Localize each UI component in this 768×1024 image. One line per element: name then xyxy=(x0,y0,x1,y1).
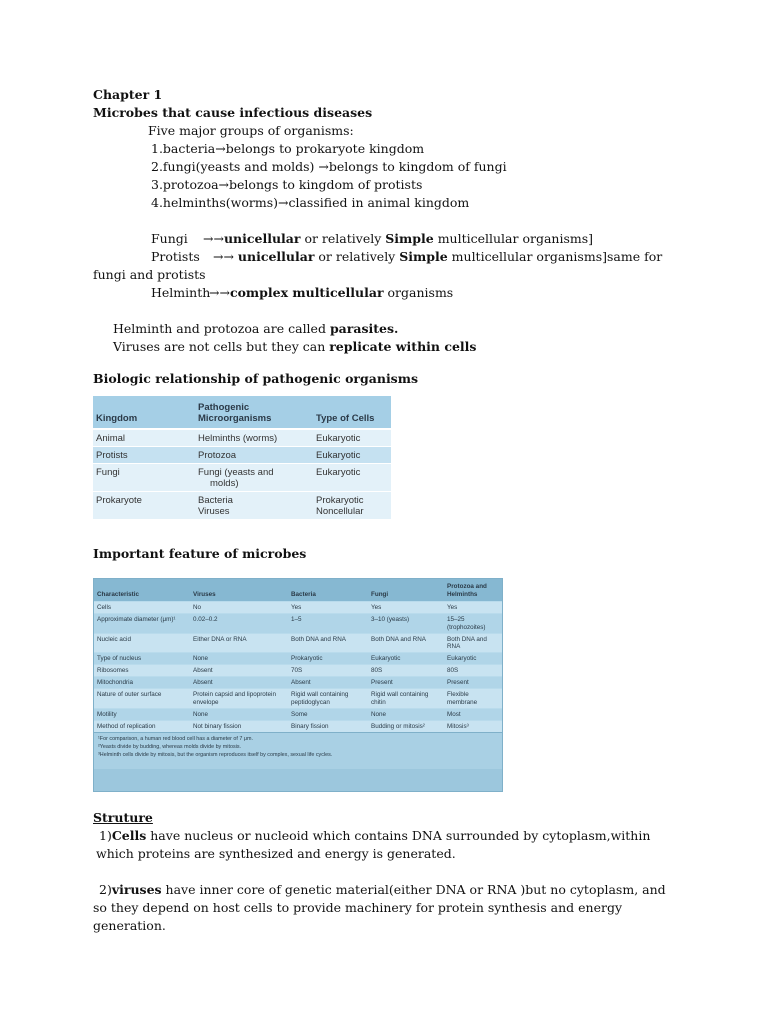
table-cell: Flexible membrane xyxy=(444,689,502,709)
viruses-line xyxy=(93,338,683,356)
table-cell: Both DNA and RNA xyxy=(444,633,502,653)
table-header: Protozoa and Helminths xyxy=(444,579,502,602)
cell-text: Prokaryotic xyxy=(316,495,364,506)
heading-features: Important feature of microbes xyxy=(93,546,307,561)
parasites-text: Helminth and protozoa are called xyxy=(113,321,330,336)
table-cell: Yes xyxy=(288,602,368,614)
protists-t1: or relatively xyxy=(314,249,400,264)
table-row xyxy=(94,677,502,689)
table-cell: Protein capsid and lipoprotein envelope xyxy=(190,689,288,709)
parasites-line xyxy=(93,320,683,338)
table-cell: Ribosomes xyxy=(94,665,190,677)
arrow-glyph: →→ xyxy=(203,231,224,246)
fungi-b2: Simple xyxy=(385,231,434,246)
table-cell: Eukaryotic xyxy=(313,447,391,464)
cell-text: Viruses xyxy=(198,506,230,517)
table-cell: No xyxy=(190,602,288,614)
footnote: ³Helminth cells divide by mitosis, but the organism reproduces itself by complex, sexual life cycles. xyxy=(98,751,333,758)
table-cell xyxy=(195,492,313,520)
table-cell: Rigid wall containing chitin xyxy=(368,689,444,709)
arrow-glyph: →→ xyxy=(213,249,238,264)
table-header: Fungi xyxy=(368,579,444,602)
table-cell: Absent xyxy=(190,677,288,689)
table-cell: Fungi xyxy=(93,464,195,492)
table-cell: Mitosis³ xyxy=(444,720,502,732)
table-row xyxy=(94,633,502,653)
cell-text: Bacteria xyxy=(198,495,233,506)
para-text: have inner core of genetic material(either DNA or RNA )but no cytoplasm, and so they depend on host cells to provide machinery for protein synthesis and energy generation. xyxy=(93,882,666,933)
table-cell: Yes xyxy=(368,602,444,614)
table-cell: Either DNA or RNA xyxy=(190,633,288,653)
table-row xyxy=(94,708,502,720)
fungi-name: Fungi xyxy=(151,231,188,246)
table-cell: 1–5 xyxy=(288,614,368,634)
group-item: 1.bacteria→belongs to prokaryote kingdom xyxy=(151,141,425,156)
table-cell: Yes xyxy=(444,602,502,614)
cell-text: Protozoa xyxy=(198,450,237,461)
group-item: 4.helminths(worms)→classified in animal kingdom xyxy=(151,195,470,210)
protists-b1: unicellular xyxy=(237,249,315,264)
table-row xyxy=(93,464,391,492)
structure-heading: Struture xyxy=(93,810,153,825)
table-cell: Both DNA and RNA xyxy=(288,633,368,653)
table-header: Viruses xyxy=(190,579,288,602)
table-cell: Animal xyxy=(93,429,195,447)
table-cell xyxy=(195,464,313,492)
table-cell: None xyxy=(368,708,444,720)
document-body xyxy=(93,86,683,388)
heading-biologic: Biologic relationship of pathogenic organisms xyxy=(93,371,418,386)
table-cell: 3–10 (yeasts) xyxy=(368,614,444,634)
table-row xyxy=(94,689,502,709)
table-cell: Eukaryotic xyxy=(368,653,444,665)
table-cell: Present xyxy=(444,677,502,689)
table-row xyxy=(94,602,502,614)
table-cell: Not binary fission xyxy=(190,720,288,732)
footnote: ¹For comparison, a human red blood cell has a diameter of 7 μm. xyxy=(98,735,254,742)
para-num: 1) xyxy=(99,828,112,843)
table-cell: Protists xyxy=(93,447,195,464)
table-cell: Approximate diameter (μm)¹ xyxy=(94,614,190,634)
features-table-figure xyxy=(93,578,503,792)
table-row xyxy=(94,614,502,634)
table-cell: Eukaryotic xyxy=(313,464,391,492)
viruses-bold: replicate within cells xyxy=(329,339,477,354)
protists-name: Protists xyxy=(151,249,200,264)
table-cell: Both DNA and RNA xyxy=(368,633,444,653)
table-cell xyxy=(313,492,391,520)
table-row xyxy=(94,665,502,677)
chapter-title: Microbes that cause infectious diseases xyxy=(93,105,373,120)
protists-t2: multicellular organisms]same for xyxy=(447,249,663,264)
table-cell: Nature of outer surface xyxy=(94,689,190,709)
table-cell: None xyxy=(190,708,288,720)
table-header: Characteristic xyxy=(94,579,190,602)
table-cell: Method of replication xyxy=(94,720,190,732)
footnote: ²Yeasts divide by budding, whereas molds divide by mitosis. xyxy=(98,743,242,750)
para-text: have nucleus or nucleoid which contains DNA surrounded by cytoplasm,within which proteins are synthesized and energy is generated. xyxy=(96,828,651,861)
table-row xyxy=(94,653,502,665)
table-cell: 80S xyxy=(444,665,502,677)
protists-b2: Simple xyxy=(399,249,448,264)
cell-text: Noncellular xyxy=(316,506,364,517)
chapter-label: Chapter 1 xyxy=(93,87,163,102)
structure-paragraph-1 xyxy=(93,827,683,863)
table-cell: Eukaryotic xyxy=(444,653,502,665)
table-row xyxy=(94,720,502,732)
cell-text: Fungi (yeasts and xyxy=(198,467,274,478)
table-header: Pathogenic Microorganisms xyxy=(195,396,313,429)
table-cell: 80S xyxy=(368,665,444,677)
table-cell: Budding or mitosis² xyxy=(368,720,444,732)
table-cell xyxy=(195,429,313,447)
table-cell: Binary fission xyxy=(288,720,368,732)
kingdom-table xyxy=(93,396,391,519)
table-row xyxy=(93,447,391,464)
continuation-line: fungi and protists xyxy=(93,267,206,282)
features-table xyxy=(94,579,502,732)
fungi-line xyxy=(93,230,683,248)
table-cell: Some xyxy=(288,708,368,720)
helminth-t1: organisms xyxy=(383,285,454,300)
table-cell: Cells xyxy=(94,602,190,614)
table-cell: Absent xyxy=(190,665,288,677)
table-cell: Mitochondria xyxy=(94,677,190,689)
cell-text: molds) xyxy=(210,478,239,489)
fungi-t1: or relatively xyxy=(300,231,386,246)
structure-paragraph-2 xyxy=(93,881,683,935)
table-cell: Present xyxy=(368,677,444,689)
table-cell: 15–25 (trophozoites) xyxy=(444,614,502,634)
table-header: Kingdom xyxy=(93,396,195,429)
table-cell: Prokaryote xyxy=(93,492,195,520)
para-bold: viruses xyxy=(111,882,162,897)
helminth-line xyxy=(93,284,683,302)
table-row xyxy=(93,492,391,520)
viruses-text: Viruses are not cells but they can xyxy=(113,339,330,354)
table-header: Bacteria xyxy=(288,579,368,602)
group-item: 2.fungi(yeasts and molds) →belongs to kingdom of fungi xyxy=(151,159,507,174)
table-cell: Rigid wall containing peptidoglycan xyxy=(288,689,368,709)
table-cell: None xyxy=(190,653,288,665)
groups-intro: Five major groups of organisms: xyxy=(148,123,354,138)
para-num: 2) xyxy=(99,882,112,897)
table-cell: 70S xyxy=(288,665,368,677)
table-header: Type of Cells xyxy=(313,396,391,429)
helminth-name: Helminth xyxy=(151,285,211,300)
structure-section xyxy=(93,809,683,935)
table-cell xyxy=(195,447,313,464)
table-cell: Most xyxy=(444,708,502,720)
table-cell: Eukaryotic xyxy=(313,429,391,447)
table-footnotes xyxy=(94,732,502,769)
group-item: 3.protozoa→belongs to kingdom of protists xyxy=(151,177,423,192)
parasites-bold: parasites. xyxy=(329,321,399,336)
table-row xyxy=(93,429,391,447)
protists-line xyxy=(93,248,683,266)
table-cell: Nucleic acid xyxy=(94,633,190,653)
para-bold: Cells xyxy=(111,828,147,843)
table-cell: Absent xyxy=(288,677,368,689)
table-cell: 0.02–0.2 xyxy=(190,614,288,634)
table-cell: Prokaryotic xyxy=(288,653,368,665)
cell-text: Helminths (worms) xyxy=(198,433,278,444)
table-cell: Type of nucleus xyxy=(94,653,190,665)
fungi-t2: multicellular organisms] xyxy=(433,231,594,246)
fungi-b1: unicellular xyxy=(223,231,301,246)
helminth-b1: complex multicellular xyxy=(229,285,384,300)
table-cell: Motility xyxy=(94,708,190,720)
arrow-glyph: →→ xyxy=(209,285,230,300)
